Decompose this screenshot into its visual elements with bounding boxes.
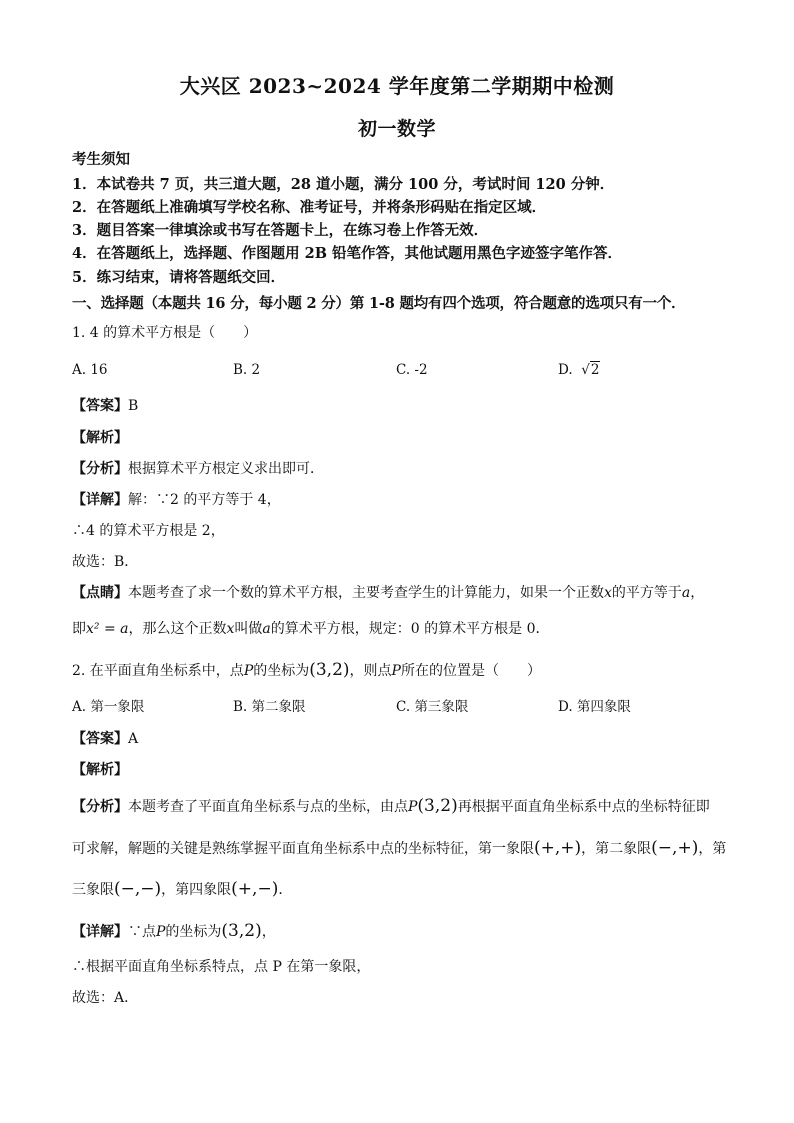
q1-detail-1: 解：∵2 的平方等于 4， — [128, 492, 281, 508]
q1-answer-value: B — [128, 398, 139, 414]
comment-tag: 【点睛】 — [72, 585, 128, 601]
q2-detail-2: ∴根据平面直角坐标系特点，点 P 在第一象限， — [72, 959, 371, 975]
q2-option-d: D. 第四象限 — [558, 699, 631, 715]
fenxi-tag-2: 【分析】 — [72, 799, 128, 815]
notice-item-4: 4．在答题纸上，选择题、作图题用 2B 铅笔作答，其他试题用黑色字迹签字笔作答． — [72, 245, 623, 262]
quadrant-1-sign: (+,+) — [534, 838, 582, 858]
section-1-heading: 一、选择题（本题共 16 分，每小题 2 分）第 1-8 题均有四个选项，符合题意的选项只有一个． — [72, 295, 686, 312]
q1-option-d — [558, 360, 600, 380]
var-x: x — [604, 585, 612, 601]
var-a-2: a — [262, 621, 271, 637]
q2-detail-1b: 的坐标为 — [165, 924, 222, 940]
q2-stem-d: 所在的位置是（ ） — [400, 663, 541, 679]
q1-comment-2f: 的算术平方根，规定：0 的算术平方根是 0． — [270, 621, 550, 637]
q1-option-c: C. -2 — [396, 362, 428, 378]
var-a: a — [681, 585, 691, 601]
q2-fenxi-2c: ，第 — [698, 841, 727, 857]
q1-option-d-radicand: 2 — [590, 362, 600, 378]
var-p-3: P — [408, 799, 418, 815]
q1-comment-2b: ，那么这个正数 — [128, 621, 227, 637]
var-x-2: x — [226, 621, 235, 637]
answer-tag: 【答案】 — [72, 398, 128, 414]
detail-tag-2: 【详解】 — [72, 924, 128, 940]
q1-comment-2a: 即 — [72, 621, 86, 637]
point-coordinate-3: (3,2) — [221, 921, 262, 941]
q2-option-c: C. 第三象限 — [396, 699, 469, 715]
equation-x-squared: x² = a — [86, 621, 129, 637]
q2-fenxi-3 — [72, 879, 292, 900]
q2-stem-c: ，则点 — [349, 663, 392, 679]
notice-item-3: 3．题目答案一律填涂或书写在答题卡上，在练习卷上作答无效． — [72, 222, 489, 239]
quadrant-3-sign: (−,−) — [114, 879, 162, 899]
q2-detail-1 — [72, 921, 276, 942]
analysis-tag-2: 【解析】 — [72, 762, 128, 778]
var-p-4: P — [156, 924, 166, 940]
q1-detail — [72, 490, 281, 510]
exam-subject: 初一数学 — [357, 118, 436, 140]
analysis-tag: 【解析】 — [72, 430, 128, 446]
q2-analysis-tag — [72, 760, 128, 780]
var-p: P — [243, 663, 254, 679]
fenxi-tag: 【分析】 — [72, 461, 128, 477]
q2-answer — [72, 729, 138, 749]
q1-choice-line: 故选：B． — [72, 554, 139, 570]
q1-fenxi-text: 根据算术平方根定义求出即可． — [128, 461, 324, 477]
q2-fenxi-3b: ，第四象限 — [161, 882, 232, 898]
point-coordinate-2: (3,2) — [417, 796, 458, 816]
q2-fenxi-2 — [72, 838, 726, 859]
q2-option-a: A. 第一象限 — [72, 699, 145, 715]
notice-heading: 考生须知 — [72, 151, 130, 168]
q2-fenxi-1 — [72, 796, 710, 817]
quadrant-4-sign: (+,−) — [231, 879, 279, 899]
sqrt-symbol: √2 — [581, 362, 600, 378]
q1-comment-2 — [72, 619, 549, 639]
var-p-2: P — [391, 663, 401, 679]
point-coordinate: (3,2) — [309, 660, 350, 680]
q2-fenxi-1a: 本题考查了平面直角坐标系与点的坐标，由点 — [128, 799, 408, 815]
q2-stem-b: 的坐标为 — [253, 663, 310, 679]
q2-stem-a: 2. 在平面直角坐标系中，点 — [72, 663, 244, 679]
q2-detail-1c: ， — [261, 924, 276, 940]
q1-comment-2c: 叫做 — [234, 621, 263, 637]
q2-fenxi-1b: 再根据平面直角坐标系中点的坐标特征即 — [457, 799, 710, 815]
q1-comment-1 — [72, 583, 704, 603]
quadrant-2-sign: (−,+) — [651, 838, 699, 858]
q1-option-d-label: D. — [558, 362, 573, 378]
q2-option-b: B. 第二象限 — [233, 699, 306, 715]
q1-comment-1d: ， — [690, 585, 705, 601]
q2-fenxi-3a: 三象限 — [72, 882, 114, 898]
detail-tag: 【详解】 — [72, 492, 128, 508]
q1-option-a: A. 16 — [72, 362, 108, 378]
q2-fenxi-2b: ，第二象限 — [581, 841, 652, 857]
q2-stem — [72, 660, 541, 681]
notice-item-2: 2．在答题纸上准确填写学校名称、准考证号，并将条形码贴在指定区域． — [72, 199, 547, 216]
q1-detail-2: ∴4 的算术平方根是 2， — [72, 523, 225, 539]
q1-comment-1a: 本题考查了求一个数的算术平方根，主要考查学生的计算能力，如果一个正数 — [128, 585, 604, 601]
q1-option-b: B. 2 — [233, 362, 261, 378]
q1-stem: 1. 4 的算术平方根是（ ） — [72, 325, 258, 341]
q1-comment-1b: 的平方等于 — [611, 585, 682, 601]
q2-choice-line: 故选：A． — [72, 990, 139, 1006]
answer-tag-2: 【答案】 — [72, 731, 128, 747]
q1-answer — [72, 396, 138, 416]
q2-detail-1a: ∵点 — [128, 924, 156, 940]
q1-fenxi — [72, 459, 324, 479]
notice-item-1: 1．本试卷共 7 页，共三道大题，28 道小题，满分 100 分，考试时间 120 分钟． — [72, 176, 615, 193]
notice-item-5: 5．练习结束，请将答题纸交回． — [72, 269, 286, 286]
exam-title: 大兴区 2023~2024 学年度第二学期期中检测 — [179, 74, 615, 98]
q2-fenxi-2a: 可求解，解题的关键是熟练掌握平面直角坐标系中点的坐标特征，第一象限 — [72, 841, 534, 857]
q2-fenxi-3c: ． — [278, 882, 293, 898]
q1-analysis-tag — [72, 428, 128, 448]
q2-answer-value: A — [128, 731, 139, 747]
